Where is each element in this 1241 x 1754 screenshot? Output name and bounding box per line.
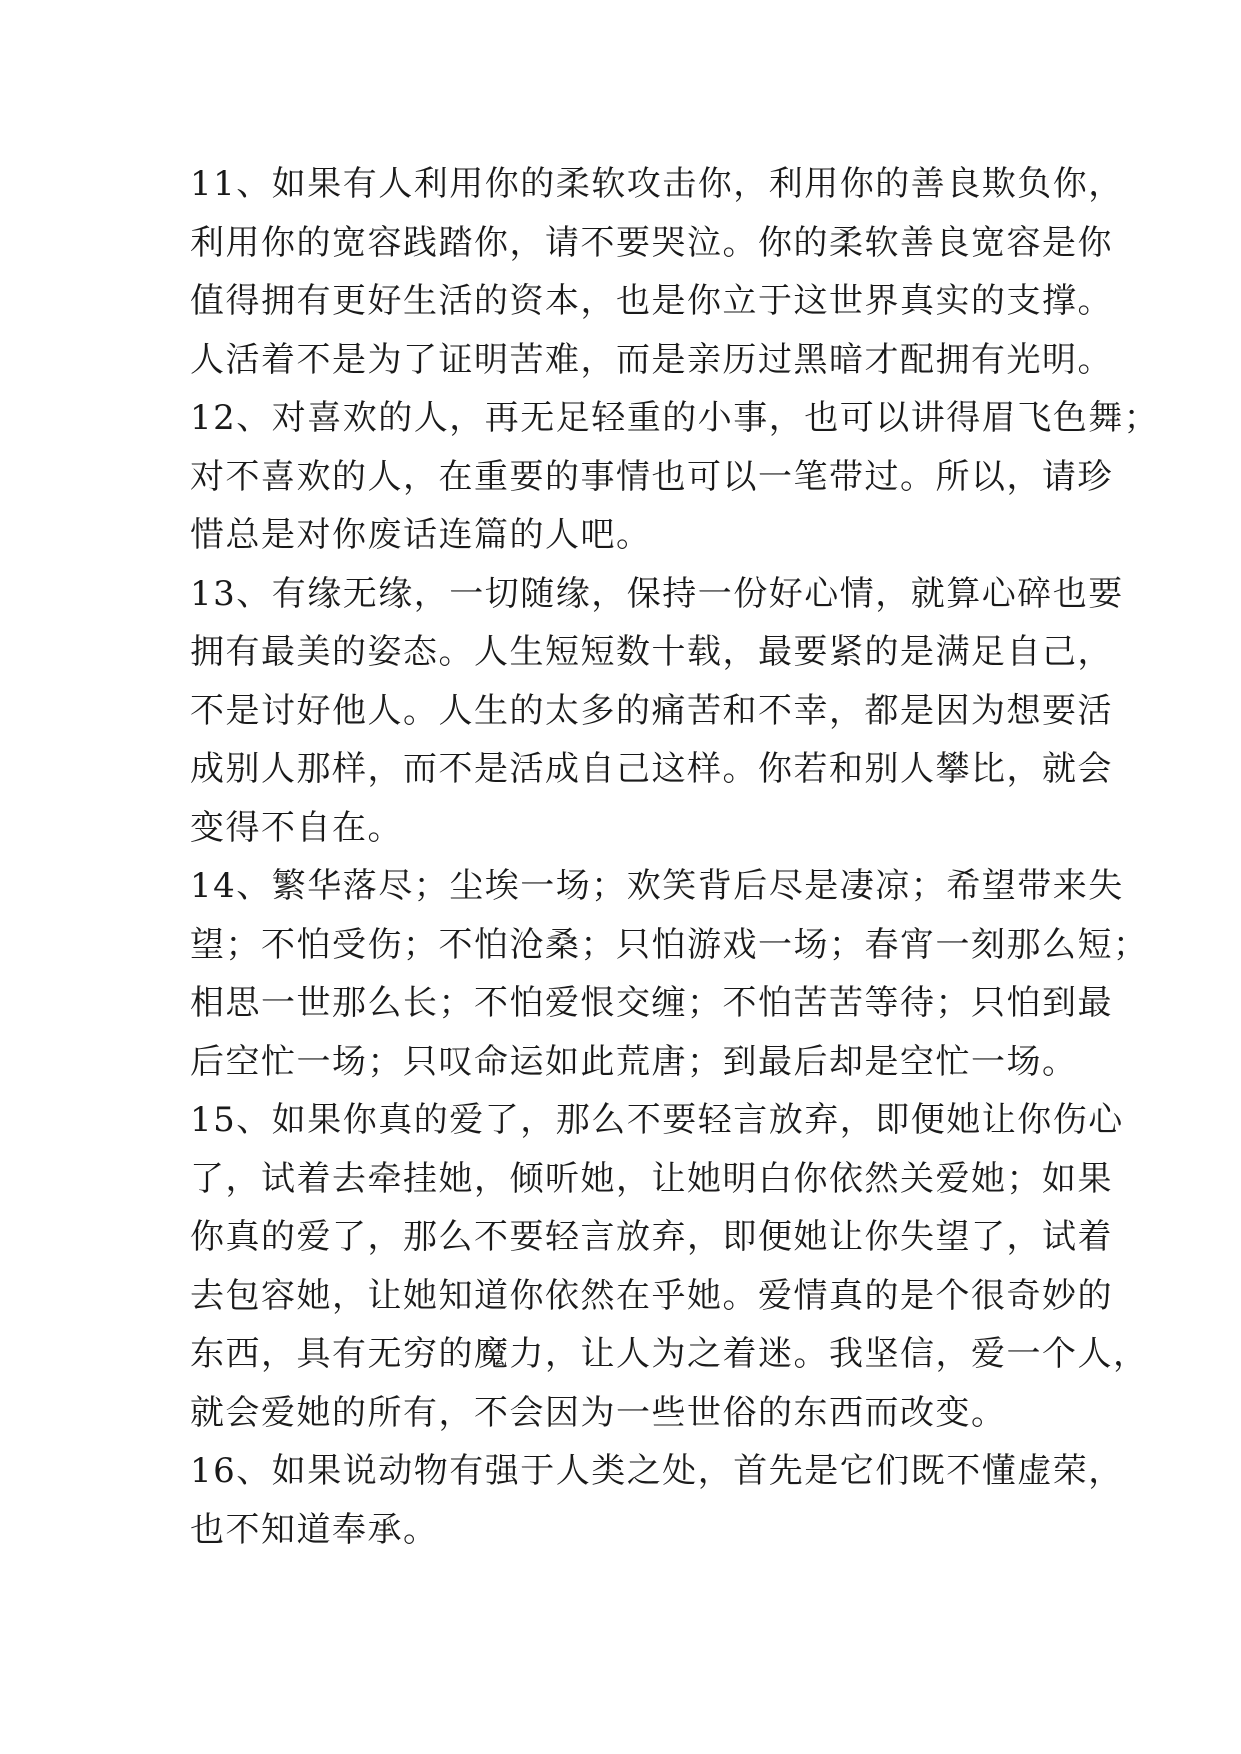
paragraph-12	[190, 389, 1160, 565]
text-line: 对不喜欢的人，在重要的事情也可以一笔带过。所以，请珍	[190, 456, 1113, 497]
text-line: 12、对喜欢的人，再无足轻重的小事，也可以讲得眉飞色舞；	[190, 398, 1160, 438]
document-page	[190, 155, 1160, 1559]
text-line: 了，试着去牵挂她，倾听她，让她明白你依然关爱她；如果	[190, 1158, 1113, 1199]
text-line: 值得拥有更好生活的资本，也是你立于这世界真实的支撑。	[190, 281, 1113, 321]
text-line: 人活着不是为了证明苦难，而是亲历过黑暗才配拥有光明。	[190, 339, 1113, 380]
text-line: 13、有缘无缘，一切随缘，保持一份好心情，就算心碎也要	[190, 573, 1124, 614]
text-line: 拥有最美的姿态。人生短短数十载，最要紧的是满足自己，	[190, 632, 1113, 672]
text-line: 15、如果你真的爱了，那么不要轻言放弃，即便她让你伤心	[190, 1100, 1124, 1140]
paragraph-11	[190, 155, 1124, 389]
text-line: 成别人那样，而不是活成自己这样。你若和别人攀比，就会	[190, 749, 1113, 789]
paragraph-16	[190, 1442, 1124, 1559]
paragraph-13	[190, 565, 1124, 858]
text-line: 不是讨好他人。人生的太多的痛苦和不幸，都是因为想要活	[190, 690, 1113, 731]
text-line: 去包容她，让她知道你依然在乎她。爱情真的是个很奇妙的	[190, 1275, 1113, 1316]
text-line: 也不知道奉承。	[190, 1509, 439, 1550]
text-line: 变得不自在。	[190, 807, 403, 848]
text-line: 后空忙一场；只叹命运如此荒唐；到最后却是空忙一场。	[190, 1041, 1078, 1082]
paragraph-14	[190, 857, 1149, 1091]
text-line: 16、如果说动物有强于人类之处，首先是它们既不懂虚荣，	[190, 1451, 1124, 1491]
text-line: 利用你的宽容践踏你，请不要哭泣。你的柔软善良宽容是你	[190, 222, 1113, 263]
text-line: 相思一世那么长；不怕爱恨交缠；不怕苦苦等待；只怕到最	[190, 983, 1113, 1023]
text-line: 东西，具有无穷的魔力，让人为之着迷。我坚信，爱一个人，	[190, 1334, 1149, 1374]
text-line: 14、繁华落尽；尘埃一场；欢笑背后尽是凄凉；希望带来失	[190, 866, 1124, 906]
text-line: 你真的爱了，那么不要轻言放弃，即便她让你失望了，试着	[190, 1217, 1113, 1257]
text-line: 惜总是对你废话连篇的人吧。	[190, 515, 652, 555]
text-line: 就会爱她的所有，不会因为一些世俗的东西而改变。	[190, 1392, 1007, 1433]
text-line: 11、如果有人利用你的柔软攻击你，利用你的善良欺负你，	[190, 164, 1124, 204]
paragraph-15	[190, 1091, 1149, 1442]
text-line: 望；不怕受伤；不怕沧桑；只怕游戏一场；春宵一刻那么短；	[190, 924, 1149, 965]
